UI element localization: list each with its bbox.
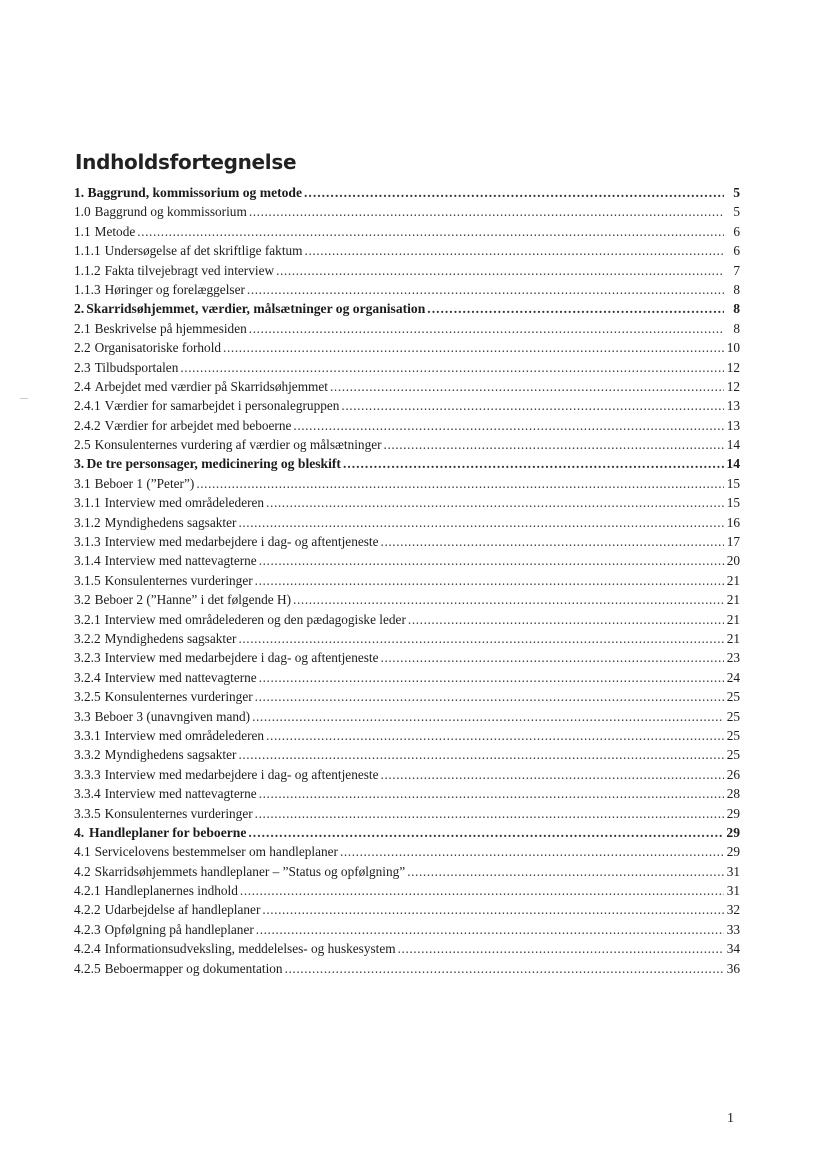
toc-number: 3.2.2 [74,630,101,646]
toc-number: 3.1 [74,475,91,491]
toc-section-row[interactable] [74,784,740,803]
toc-number: 3.3.4 [74,786,101,802]
toc-number: 2.4.1 [74,398,101,414]
toc-number: 3.1.4 [74,553,101,569]
toc-number: 3.2.1 [74,611,101,627]
toc-page-number: 34 [726,941,740,957]
dot-leader [259,551,724,570]
toc-section-row[interactable] [74,532,740,551]
toc-number: 2.1 [74,320,91,336]
toc-page-number: 12 [726,359,740,375]
toc-section-row[interactable] [74,920,740,939]
toc-number: 3.2.3 [74,650,101,666]
toc-label: Interview med nattevagterne [104,553,257,569]
dot-leader [285,959,724,978]
toc-section-row[interactable] [74,765,740,784]
toc-page-number: 21 [726,572,740,588]
toc-label: Beboer 3 (unavngiven mand) [94,708,251,724]
toc-label: Interview med medarbejdere i dag- og aftentjeneste [104,534,379,550]
toc-section-row[interactable] [74,261,740,280]
dot-leader [223,338,724,357]
toc-page-number: 21 [726,630,740,646]
toc-section-row[interactable] [74,280,740,299]
toc-section-row[interactable] [74,241,740,260]
toc-label: Myndighedens sagsakter [104,514,237,530]
toc-number: 3.2 [74,592,91,608]
toc-page-number: 31 [726,883,740,899]
toc-label: Interview med nattevagterne [104,786,257,802]
toc-page-number: 8 [733,320,740,336]
toc-page-number: 21 [726,592,740,608]
dot-leader [276,261,724,280]
toc-page-number: 13 [726,398,740,414]
toc-section-row[interactable] [74,726,740,745]
toc-section-row[interactable] [74,474,740,493]
toc-number: 3.3.3 [74,766,101,782]
toc-number: 1. [74,185,85,200]
toc-section-row[interactable] [74,416,740,435]
toc-page-number: 25 [726,727,740,743]
dot-leader [262,900,724,919]
toc-chapter-row[interactable] [74,823,740,842]
toc-chapter-row[interactable] [74,299,740,318]
dot-leader [408,610,724,629]
dot-leader [196,474,724,493]
dot-leader [293,416,724,435]
dot-leader [384,435,724,454]
toc-page-number: 32 [726,902,740,918]
toc-page-number: 28 [726,786,740,802]
toc-label: Skarridsøhjemmets handleplaner – ”Status og opfølgning” [94,863,406,879]
scan-mark [20,398,28,399]
dot-leader [266,726,724,745]
toc-list [74,183,740,978]
toc-number: 4.2 [74,863,91,879]
toc-section-row[interactable] [74,396,740,415]
toc-section-row[interactable] [74,862,740,881]
dot-leader [180,358,724,377]
toc-number: 1.1.1 [74,243,101,259]
toc-page-number: 17 [726,534,740,550]
dot-leader [341,396,724,415]
toc-heading: Indholdsfortegnelse [75,150,297,174]
dot-leader [255,687,724,706]
toc-number: 3.3.1 [74,727,101,743]
toc-label: Handleplaner for beboerne [89,824,247,840]
toc-page-number: 24 [726,669,740,685]
toc-page-number: 25 [726,708,740,724]
dot-leader [255,571,724,590]
toc-label: Myndighedens sagsakter [104,630,237,646]
toc-page-number: 29 [726,844,740,860]
toc-page-number: 26 [726,766,740,782]
toc-label: Fakta tilvejebragt ved interview [104,262,275,278]
toc-label: Interview med områdelederen og den pædagogiske leder [104,611,406,627]
toc-page-number: 21 [726,611,740,627]
toc-label: Konsulenternes vurdering af værdier og målsætninger [94,437,382,453]
toc-page-number: 36 [726,960,740,976]
dot-leader [238,745,724,764]
toc-page-number: 8 [733,301,740,317]
toc-number: 4.2.4 [74,941,101,957]
toc-page-number: 12 [726,378,740,394]
toc-section-row[interactable] [74,222,740,241]
toc-label: Interview med områdelederen [104,495,265,511]
dot-leader [343,454,724,473]
toc-section-row[interactable] [74,842,740,861]
toc-label: Handleplanernes indhold [104,883,238,899]
toc-page-number: 10 [726,340,740,356]
dot-leader [238,629,724,648]
dot-leader [256,920,724,939]
toc-number: 3.1.1 [74,495,101,511]
toc-section-row[interactable] [74,648,740,667]
dot-leader [240,881,724,900]
toc-page-number: 25 [726,689,740,705]
dot-leader [381,765,724,784]
toc-page-number: 6 [733,243,740,259]
toc-label: Organisatoriske forhold [94,340,222,356]
toc-page-number: 16 [726,514,740,530]
toc-number: 3.3.5 [74,805,101,821]
toc-section-row[interactable] [74,959,740,978]
toc-label: Konsulenternes vurderinger [104,572,253,588]
toc-section-row[interactable] [74,629,740,648]
dot-leader [247,280,724,299]
toc-number: 4.2.5 [74,960,101,976]
toc-section-row[interactable] [74,881,740,900]
toc-page-number: 23 [726,650,740,666]
toc-number: 4.2.3 [74,921,101,937]
dot-leader [238,513,724,532]
toc-section-row[interactable] [74,939,740,958]
dot-leader [255,804,724,823]
toc-number: 3. [74,456,85,472]
toc-number: 3.3 [74,708,91,724]
toc-label: Arbejdet med værdier på Skarridsøhjemmet [94,378,328,394]
dot-leader [293,590,724,609]
toc-number: 1.1.3 [74,281,101,297]
toc-page-number: 5 [733,185,740,200]
dot-leader [252,707,724,726]
toc-label: Interview med medarbejdere i dag- og aftentjeneste [104,650,379,666]
toc-section-row[interactable] [74,377,740,396]
dot-leader [259,668,724,687]
toc-number: 2.2 [74,340,91,356]
toc-label: Metode [94,223,136,239]
toc-section-row[interactable] [74,590,740,609]
toc-number: 4.1 [74,844,91,860]
toc-label: Værdier for samarbejdet i personalegruppen [104,398,340,414]
toc-label: Tilbudsportalen [94,359,179,375]
toc-number: 2.3 [74,359,91,375]
toc-number: 3.1.5 [74,572,101,588]
toc-number: 3.2.5 [74,689,101,705]
toc-section-row[interactable] [74,900,740,919]
toc-page-number: 15 [726,495,740,511]
toc-number: 1.0 [74,204,91,220]
toc-number: 2.5 [74,437,91,453]
toc-label: De tre personsager, medicinering og bleskift [86,456,341,472]
toc-page-number: 5 [733,204,740,220]
dot-leader [340,842,724,861]
dot-leader [259,784,724,803]
toc-page-number: 7 [733,262,740,278]
toc-page-number: 6 [733,223,740,239]
toc-label: Informationsudveksling, meddelelses- og huskesystem [104,941,396,957]
toc-number: 3.3.2 [74,747,101,763]
toc-number: 3.2.4 [74,669,101,685]
dot-leader [407,862,724,881]
dot-leader [248,823,724,842]
toc-section-row[interactable] [74,745,740,764]
toc-page-number: 31 [726,863,740,879]
toc-page-number: 20 [726,553,740,569]
dot-leader [305,241,724,260]
toc-label: Beboer 1 (”Peter”) [94,475,195,491]
toc-section-row[interactable] [74,707,740,726]
toc-page-number: 14 [726,456,740,472]
toc-label: Interview med områdelederen [104,727,265,743]
toc-label: Værdier for arbejdet med beboerne [104,417,292,433]
toc-label: Skarridsøhjemmet, værdier, målsætninger og organisation [86,301,426,317]
dot-leader [398,939,724,958]
toc-number: 2.4 [74,378,91,394]
toc-section-row[interactable] [74,319,740,338]
toc-section-row[interactable] [74,668,740,687]
toc-section-row[interactable] [74,571,740,590]
toc-label: Opfølgning på handleplaner [104,921,254,937]
toc-section-row[interactable] [74,338,740,357]
toc-page-number: 25 [726,747,740,763]
toc-section-row[interactable] [74,687,740,706]
toc-label: Baggrund, kommissorium og metode [87,185,303,200]
toc-label: Høringer og forelæggelser [104,281,245,297]
dot-leader [330,377,724,396]
toc-chapter-row[interactable] [74,454,740,473]
toc-section-row[interactable] [74,435,740,454]
toc-label: Undersøgelse af det skriftlige faktum [104,243,303,259]
dot-leader [249,202,724,221]
toc-chapter-row[interactable] [74,183,740,202]
toc-label: Beboer 2 (”Hanne” i det følgende H) [94,592,292,608]
toc-number: 3.1.2 [74,514,101,530]
dot-leader [266,493,724,512]
dot-leader [381,532,724,551]
toc-section-row[interactable] [74,493,740,512]
dot-leader [381,648,724,667]
toc-number: 4. [74,824,85,840]
toc-number: 1.1.2 [74,262,101,278]
toc-number: 1.1 [74,223,91,239]
toc-page-number: 8 [733,281,740,297]
dot-leader [304,183,724,202]
toc-page-number: 29 [726,805,740,821]
toc-number: 3.1.3 [74,534,101,550]
toc-section-row[interactable] [74,610,740,629]
toc-page-number: 33 [726,921,740,937]
toc-page-number: 13 [726,417,740,433]
toc-label: Interview med nattevagterne [104,669,257,685]
toc-section-row[interactable] [74,804,740,823]
toc-section-row[interactable] [74,358,740,377]
toc-number: 4.2.1 [74,883,101,899]
dot-leader [137,222,724,241]
toc-label: Konsulenternes vurderinger [104,805,253,821]
toc-section-row[interactable] [74,551,740,570]
toc-label: Baggrund og kommissorium [94,204,247,220]
dot-leader [249,319,724,338]
toc-label: Konsulenternes vurderinger [104,689,253,705]
toc-label: Beboermapper og dokumentation [104,960,283,976]
toc-label: Beskrivelse på hjemmesiden [94,320,247,336]
toc-number: 4.2.2 [74,902,101,918]
toc-page-number: 14 [726,437,740,453]
toc-page-number: 29 [726,824,740,840]
toc-section-row[interactable] [74,513,740,532]
toc-label: Udarbejdelse af handleplaner [104,902,261,918]
toc-label: Servicelovens bestemmelser om handleplaner [94,844,338,860]
toc-section-row[interactable] [74,202,740,221]
toc-page-number: 15 [726,475,740,491]
toc-number: 2. [74,301,85,317]
toc-label: Myndighedens sagsakter [104,747,237,763]
toc-number: 2.4.2 [74,417,101,433]
dot-leader [427,299,724,318]
page-number: 1 [727,1111,734,1126]
toc-label: Interview med medarbejdere i dag- og aftentjeneste [104,766,379,782]
